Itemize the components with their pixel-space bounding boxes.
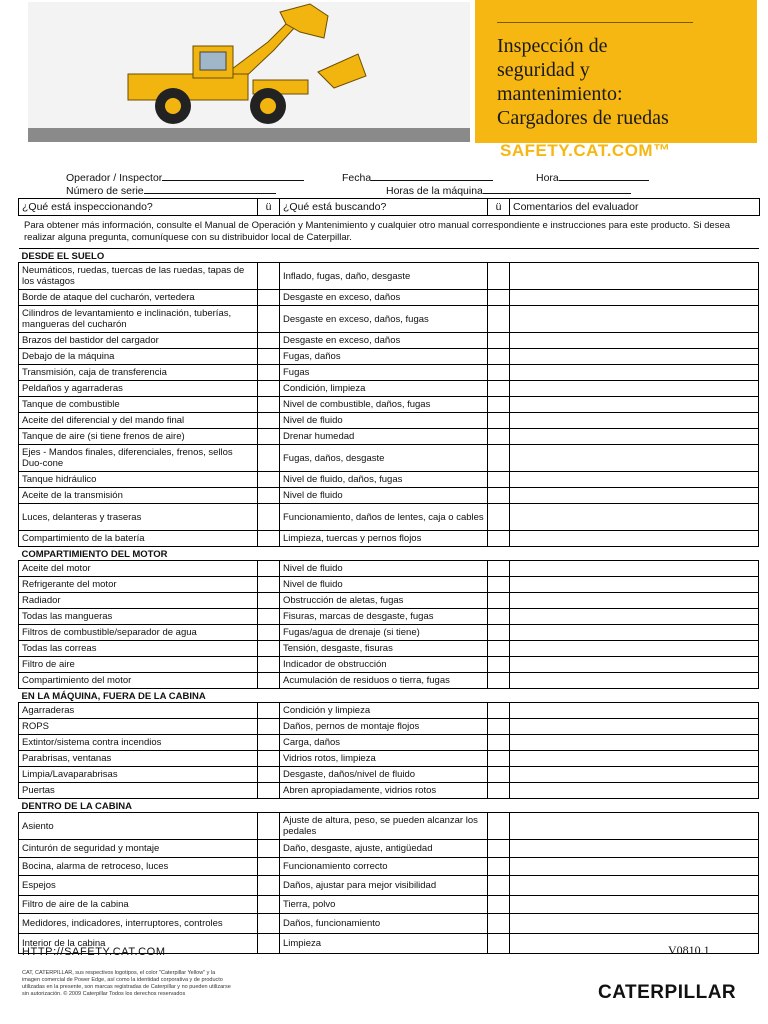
table-row	[19, 703, 759, 719]
check-box-1[interactable]	[258, 263, 280, 290]
table-row	[19, 349, 759, 365]
comments-cell[interactable]	[510, 876, 759, 896]
check-box-1[interactable]	[258, 472, 280, 488]
check-box-2[interactable]	[488, 561, 510, 577]
item-cell: Extintor/sistema contra incendios	[19, 735, 258, 751]
check-box-1[interactable]	[258, 593, 280, 609]
comments-cell[interactable]	[510, 703, 759, 719]
section-header	[19, 689, 759, 703]
item-cell: Aceite de la transmisión	[19, 488, 258, 504]
look-for-cell: Desgaste en exceso, daños, fugas	[280, 306, 488, 333]
check-box-2[interactable]	[488, 673, 510, 689]
hours-line	[483, 183, 631, 194]
comments-cell[interactable]	[510, 934, 759, 954]
serial-line	[144, 183, 276, 194]
table-row	[19, 767, 759, 783]
look-for-cell: Carga, daños	[280, 735, 488, 751]
comments-cell[interactable]	[510, 504, 759, 531]
check-box-1[interactable]	[258, 751, 280, 767]
serial-field[interactable]	[66, 183, 276, 197]
section-title: DESDE EL SUELO	[19, 249, 759, 263]
look-for-cell: Nivel de fluido, daños, fugas	[280, 472, 488, 488]
check-box-2[interactable]	[488, 306, 510, 333]
comments-cell[interactable]	[510, 783, 759, 799]
item-cell: Espejos	[19, 876, 258, 896]
check-box-2[interactable]	[488, 751, 510, 767]
look-for-cell: Daño, desgaste, ajuste, antigüedad	[280, 840, 488, 858]
check-box-2[interactable]	[488, 719, 510, 735]
table-row	[19, 896, 759, 914]
comments-cell[interactable]	[510, 735, 759, 751]
col-what-inspect: ¿Qué está inspeccionando?	[19, 199, 258, 215]
check-box-2[interactable]	[488, 488, 510, 504]
table-row	[19, 472, 759, 488]
item-cell: Tanque de combustible	[19, 397, 258, 413]
check-box-2[interactable]	[488, 813, 510, 840]
safety-cat-logo: SAFETY.CAT.COM™	[500, 141, 671, 160]
comments-cell[interactable]	[510, 751, 759, 767]
comments-cell[interactable]	[510, 445, 759, 472]
comments-cell[interactable]	[510, 609, 759, 625]
look-for-cell: Nivel de fluido	[280, 561, 488, 577]
table-row	[19, 914, 759, 934]
comments-cell[interactable]	[510, 333, 759, 349]
check-box-1[interactable]	[258, 719, 280, 735]
look-for-cell: Nivel de combustible, daños, fugas	[280, 397, 488, 413]
comments-cell[interactable]	[510, 365, 759, 381]
look-for-cell: Indicador de obstrucción	[280, 657, 488, 673]
check-box-2[interactable]	[488, 783, 510, 799]
check-box-1[interactable]	[258, 625, 280, 641]
check-box-1[interactable]	[258, 641, 280, 657]
item-cell: Tanque hidráulico	[19, 472, 258, 488]
table-row	[19, 858, 759, 876]
table-row	[19, 813, 759, 840]
check-box-1[interactable]	[258, 333, 280, 349]
item-cell: Filtro de aire de la cabina	[19, 896, 258, 914]
look-for-cell: Condición, limpieza	[280, 381, 488, 397]
check-box-2[interactable]	[488, 445, 510, 472]
check-box-1[interactable]	[258, 934, 280, 954]
operator-label: Operador / Inspector	[66, 172, 163, 184]
section-title: COMPARTIMIENTO DEL MOTOR	[19, 547, 759, 561]
col-comments: Comentarios del evaluador	[513, 201, 639, 213]
column-header-row	[18, 198, 760, 216]
comments-cell[interactable]	[510, 813, 759, 840]
page-title: Inspección de seguridad y mantenimiento: Cargadores de ruedas	[497, 35, 669, 129]
check-box-2[interactable]	[488, 531, 510, 547]
table-row	[19, 381, 759, 397]
table-row	[19, 290, 759, 306]
check-box-2[interactable]	[488, 263, 510, 290]
look-for-cell: Drenar humedad	[280, 429, 488, 445]
check-box-2[interactable]	[488, 840, 510, 858]
section-header	[19, 799, 759, 813]
comments-cell[interactable]	[510, 472, 759, 488]
look-for-cell: Funcionamiento correcto	[280, 858, 488, 876]
comments-cell[interactable]	[510, 429, 759, 445]
check-box-2[interactable]	[488, 504, 510, 531]
time-line	[559, 170, 649, 181]
comments-cell[interactable]	[510, 561, 759, 577]
comments-cell[interactable]	[510, 858, 759, 876]
item-cell: Filtro de aire	[19, 657, 258, 673]
check-box-1[interactable]	[258, 397, 280, 413]
comments-cell[interactable]	[510, 673, 759, 689]
table-row	[19, 365, 759, 381]
comments-cell[interactable]	[510, 263, 759, 290]
item-cell: Puertas	[19, 783, 258, 799]
check-box-1[interactable]	[258, 767, 280, 783]
hours-field[interactable]	[386, 183, 631, 197]
check-box-2[interactable]	[488, 349, 510, 365]
check-box-2[interactable]	[488, 365, 510, 381]
look-for-cell: Acumulación de residuos o tierra, fugas	[280, 673, 488, 689]
comments-cell[interactable]	[510, 657, 759, 673]
title-box	[475, 0, 757, 143]
item-cell: Limpia/Lavaparabrisas	[19, 767, 258, 783]
check-box-1[interactable]	[258, 876, 280, 896]
comments-cell[interactable]	[510, 290, 759, 306]
item-cell: Todas las correas	[19, 641, 258, 657]
item-cell: Refrigerante del motor	[19, 577, 258, 593]
operator-line	[162, 170, 304, 181]
section-header	[19, 547, 759, 561]
comments-cell[interactable]	[510, 397, 759, 413]
comments-cell[interactable]	[510, 593, 759, 609]
table-row	[19, 504, 759, 531]
legal-text: CAT, CATERPILLAR, sus respectivos logotipos, el color "Caterpillar Yellow" y la imagen comercial de Power Edge, así como la identidad corporativa y de producto utilizadas en la presente, son marcas registradas de Caterpillar y no pueden utilizarse sin autorización. © 2009 Caterpillar Todos los derechos reservados	[22, 970, 231, 997]
item-cell: Debajo de la máquina	[19, 349, 258, 365]
header	[0, 0, 768, 160]
wheel-loader-illustration	[28, 2, 470, 128]
look-for-cell: Daños, pernos de montaje flojos	[280, 719, 488, 735]
item-cell: Parabrisas, ventanas	[19, 751, 258, 767]
look-for-cell: Condición y limpieza	[280, 703, 488, 719]
time-field[interactable]	[536, 170, 649, 184]
check-box-2[interactable]	[488, 413, 510, 429]
check-box-2[interactable]	[488, 429, 510, 445]
comments-cell[interactable]	[510, 381, 759, 397]
intro-text: Para obtener más información, consulte el Manual de Operación y Mantenimiento y cualquier otro manual correspondiente e instrucciones para este producto. Si desea realizar alguna pregunta, comuníquese con su distribuidor local de Caterpillar.	[24, 220, 731, 243]
check-box-1[interactable]	[258, 531, 280, 547]
item-cell: Luces, delanteras y traseras	[19, 504, 258, 531]
look-for-cell: Obstrucción de aletas, fugas	[280, 593, 488, 609]
date-line	[371, 170, 493, 181]
look-for-cell: Nivel de fluido	[280, 413, 488, 429]
check-box-2[interactable]	[488, 593, 510, 609]
comments-cell[interactable]	[510, 641, 759, 657]
item-cell: Aceite del motor	[19, 561, 258, 577]
caterpillar-logo	[598, 982, 736, 1004]
check-box-1[interactable]	[258, 896, 280, 914]
check-box-2[interactable]	[488, 290, 510, 306]
comments-cell[interactable]	[510, 488, 759, 504]
check-box-1[interactable]	[258, 488, 280, 504]
look-for-cell: Daños, funcionamiento	[280, 914, 488, 934]
table-row	[19, 333, 759, 349]
item-cell: Cilindros de levantamiento e inclinación, tuberías, mangueras del cucharón	[19, 306, 258, 333]
wheel-loader-image	[28, 2, 470, 142]
check-box-1[interactable]	[258, 673, 280, 689]
comments-cell[interactable]	[510, 896, 759, 914]
item-cell: Peldaños y agarraderas	[19, 381, 258, 397]
table-row	[19, 719, 759, 735]
table-row	[19, 263, 759, 290]
check-box-1[interactable]	[258, 429, 280, 445]
look-for-cell: Tensión, desgaste, fisuras	[280, 641, 488, 657]
look-for-cell: Vidrios rotos, limpieza	[280, 751, 488, 767]
comments-cell[interactable]	[510, 914, 759, 934]
item-cell: Compartimiento del motor	[19, 673, 258, 689]
date-label: Fecha	[342, 172, 372, 184]
check-box-2[interactable]	[488, 333, 510, 349]
check-box-1[interactable]	[258, 504, 280, 531]
look-for-cell: Fugas/agua de drenaje (si tiene)	[280, 625, 488, 641]
check-box-1[interactable]	[258, 365, 280, 381]
check-box-1[interactable]	[258, 306, 280, 333]
comments-cell[interactable]	[510, 719, 759, 735]
table-row	[19, 783, 759, 799]
check-box-1[interactable]	[258, 290, 280, 306]
check-box-1[interactable]	[258, 609, 280, 625]
look-for-cell: Nivel de fluido	[280, 577, 488, 593]
item-cell: Tanque de aire (si tiene frenos de aire)	[19, 429, 258, 445]
inspection-checklist	[18, 248, 759, 954]
check-box-1[interactable]	[258, 858, 280, 876]
check-box-2[interactable]	[488, 876, 510, 896]
check-box-1[interactable]	[258, 735, 280, 751]
look-for-cell: Ajuste de altura, peso, se pueden alcanzar los pedales	[280, 813, 488, 840]
footer-url[interactable]: HTTP://SAFETY.CAT.COM	[22, 946, 166, 958]
look-for-cell: Fisuras, marcas de desgaste, fugas	[280, 609, 488, 625]
check-box-1[interactable]	[258, 703, 280, 719]
check-box-2[interactable]	[488, 703, 510, 719]
look-for-cell: Funcionamiento, daños de lentes, caja o cables	[280, 504, 488, 531]
hours-label: Horas de la máquina	[386, 185, 483, 197]
look-for-cell: Daños, ajustar para mejor visibilidad	[280, 876, 488, 896]
check-box-2[interactable]	[488, 858, 510, 876]
table-row	[19, 429, 759, 445]
look-for-cell: Desgaste en exceso, daños	[280, 333, 488, 349]
item-cell: Ejes - Mandos finales, diferenciales, frenos, sellos Duo-cone	[19, 445, 258, 472]
check-box-1[interactable]	[258, 577, 280, 593]
item-cell: Medidores, indicadores, interruptores, controles	[19, 914, 258, 934]
comments-cell[interactable]	[510, 531, 759, 547]
time-label: Hora	[536, 172, 559, 184]
check-box-1[interactable]	[258, 445, 280, 472]
check-box-2[interactable]	[488, 767, 510, 783]
info-fields	[24, 168, 764, 202]
look-for-cell: Desgaste en exceso, daños	[280, 290, 488, 306]
look-for-cell: Desgaste, daños/nivel de fluido	[280, 767, 488, 783]
item-cell: Borde de ataque del cucharón, vertedera	[19, 290, 258, 306]
comments-cell[interactable]	[510, 306, 759, 333]
table-row	[19, 306, 759, 333]
item-cell: Cinturón de seguridad y montaje	[19, 840, 258, 858]
item-cell: Agarraderas	[19, 703, 258, 719]
look-for-cell: Tierra, polvo	[280, 896, 488, 914]
table-row	[19, 735, 759, 751]
check-box-2[interactable]	[488, 934, 510, 954]
table-row	[19, 561, 759, 577]
check-box-2[interactable]	[488, 735, 510, 751]
item-cell: Asiento	[19, 813, 258, 840]
caterpillar-logo-text: CATERPILLAR	[598, 982, 737, 1003]
comments-cell[interactable]	[510, 840, 759, 858]
check-box-1[interactable]	[258, 413, 280, 429]
gray-band	[28, 128, 470, 142]
look-for-cell: Nivel de fluido	[280, 488, 488, 504]
check-box-1[interactable]	[258, 657, 280, 673]
col-check-1: ü	[258, 199, 280, 215]
comments-cell[interactable]	[510, 349, 759, 365]
table-row	[19, 445, 759, 472]
check-box-2[interactable]	[488, 657, 510, 673]
item-cell: Neumáticos, ruedas, tuercas de las ruedas, tapas de los vástagos	[19, 263, 258, 290]
item-cell: Interior de la cabina	[19, 934, 258, 954]
date-field[interactable]	[342, 170, 493, 184]
table-row	[19, 609, 759, 625]
check-box-1[interactable]	[258, 349, 280, 365]
table-row	[19, 488, 759, 504]
item-cell: Bocina, alarma de retroceso, luces	[19, 858, 258, 876]
col-check-2: ü	[488, 199, 510, 215]
title-rule	[497, 22, 693, 23]
check-box-2[interactable]	[488, 381, 510, 397]
comments-cell[interactable]	[510, 625, 759, 641]
table-row	[19, 413, 759, 429]
item-cell: Transmisión, caja de transferencia	[19, 365, 258, 381]
item-cell: Brazos del bastidor del cargador	[19, 333, 258, 349]
check-box-1[interactable]	[258, 783, 280, 799]
section-title: DENTRO DE LA CABINA	[19, 799, 759, 813]
check-box-2[interactable]	[488, 472, 510, 488]
item-cell: Todas las mangueras	[19, 609, 258, 625]
table-row	[19, 531, 759, 547]
comments-cell[interactable]	[510, 767, 759, 783]
serial-label: Número de serie	[66, 185, 144, 197]
look-for-cell: Inflado, fugas, daño, desgaste	[280, 263, 488, 290]
table-row	[19, 641, 759, 657]
item-cell: ROPS	[19, 719, 258, 735]
table-row	[19, 593, 759, 609]
item-cell: Filtros de combustible/separador de agua	[19, 625, 258, 641]
check-box-1[interactable]	[258, 381, 280, 397]
look-for-cell: Fugas, daños, desgaste	[280, 445, 488, 472]
check-box-2[interactable]	[488, 641, 510, 657]
section-header	[19, 249, 759, 263]
check-box-1[interactable]	[258, 914, 280, 934]
check-box-1[interactable]	[258, 813, 280, 840]
table-row	[19, 625, 759, 641]
look-for-cell: Limpieza	[280, 934, 488, 954]
check-box-2[interactable]	[488, 625, 510, 641]
item-cell: Aceite del diferencial y del mando final	[19, 413, 258, 429]
item-cell: Radiador	[19, 593, 258, 609]
item-cell: Compartimiento de la batería	[19, 531, 258, 547]
table-row	[19, 876, 759, 896]
check-box-1[interactable]	[258, 840, 280, 858]
col-what-look: ¿Qué está buscando?	[280, 199, 488, 215]
table-row	[19, 751, 759, 767]
check-box-2[interactable]	[488, 896, 510, 914]
table-row	[19, 577, 759, 593]
check-box-1[interactable]	[258, 561, 280, 577]
table-row	[19, 673, 759, 689]
table-row	[19, 657, 759, 673]
check-box-2[interactable]	[488, 609, 510, 625]
check-box-2[interactable]	[488, 914, 510, 934]
table-row	[19, 397, 759, 413]
look-for-cell: Fugas, daños	[280, 349, 488, 365]
table-row	[19, 840, 759, 858]
look-for-cell: Limpieza, tuercas y pernos flojos	[280, 531, 488, 547]
comments-cell[interactable]	[510, 577, 759, 593]
section-title: EN LA MÁQUINA, FUERA DE LA CABINA	[19, 689, 759, 703]
look-for-cell: Fugas	[280, 365, 488, 381]
check-box-2[interactable]	[488, 577, 510, 593]
check-box-2[interactable]	[488, 397, 510, 413]
look-for-cell: Abren apropiadamente, vidrios rotos	[280, 783, 488, 799]
operator-field[interactable]	[66, 170, 304, 184]
comments-cell[interactable]	[510, 413, 759, 429]
version-label: V0810.1	[668, 943, 710, 957]
